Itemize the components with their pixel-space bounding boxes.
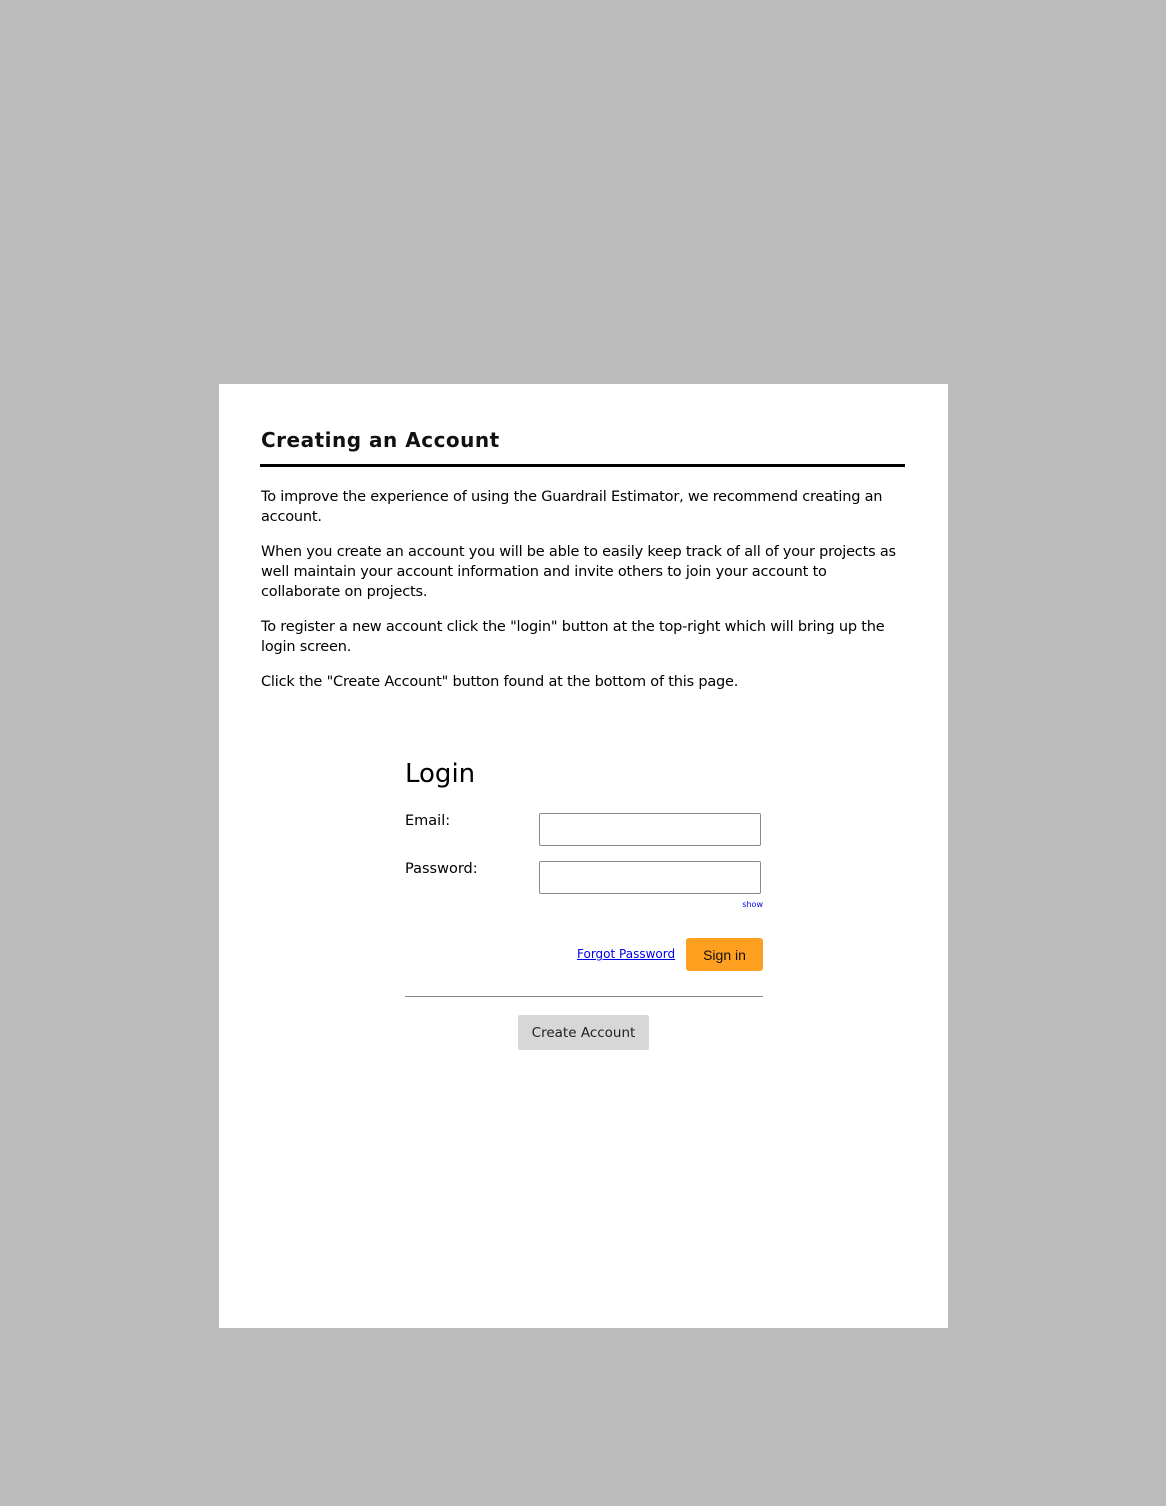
login-divider [405,996,763,997]
forgot-password-link[interactable]: Forgot Password [577,947,676,961]
password-row [405,861,763,897]
article-body [261,487,901,707]
paragraph-register: To register a new account click the "login" button at the top-right which will bring up the login screen. [261,619,885,655]
show-password-link[interactable]: show [742,900,763,909]
password-label: Password: [405,861,478,877]
password-field[interactable] [539,861,761,894]
create-account-button[interactable]: Create Account [518,1015,649,1050]
help-article-card [219,384,948,1328]
paragraph-benefits: When you create an account you will be able to easily keep track of all of your projects as well maintain your account information and invite others to join your account to collaborate on projects. [261,544,896,600]
email-label: Email: [405,813,451,829]
title-divider [260,464,905,467]
paragraph-intro: To improve the experience of using the Guardrail Estimator, we recommend creating an account. [261,489,883,525]
login-panel [405,756,763,1041]
email-row [405,813,763,849]
sign-in-button[interactable]: Sign in [686,938,763,971]
login-title: Login [405,759,476,789]
article-title: Creating an Account [261,428,500,452]
paragraph-create: Click the "Create Account" button found at the bottom of this page. [261,674,739,690]
email-field[interactable] [539,813,761,846]
